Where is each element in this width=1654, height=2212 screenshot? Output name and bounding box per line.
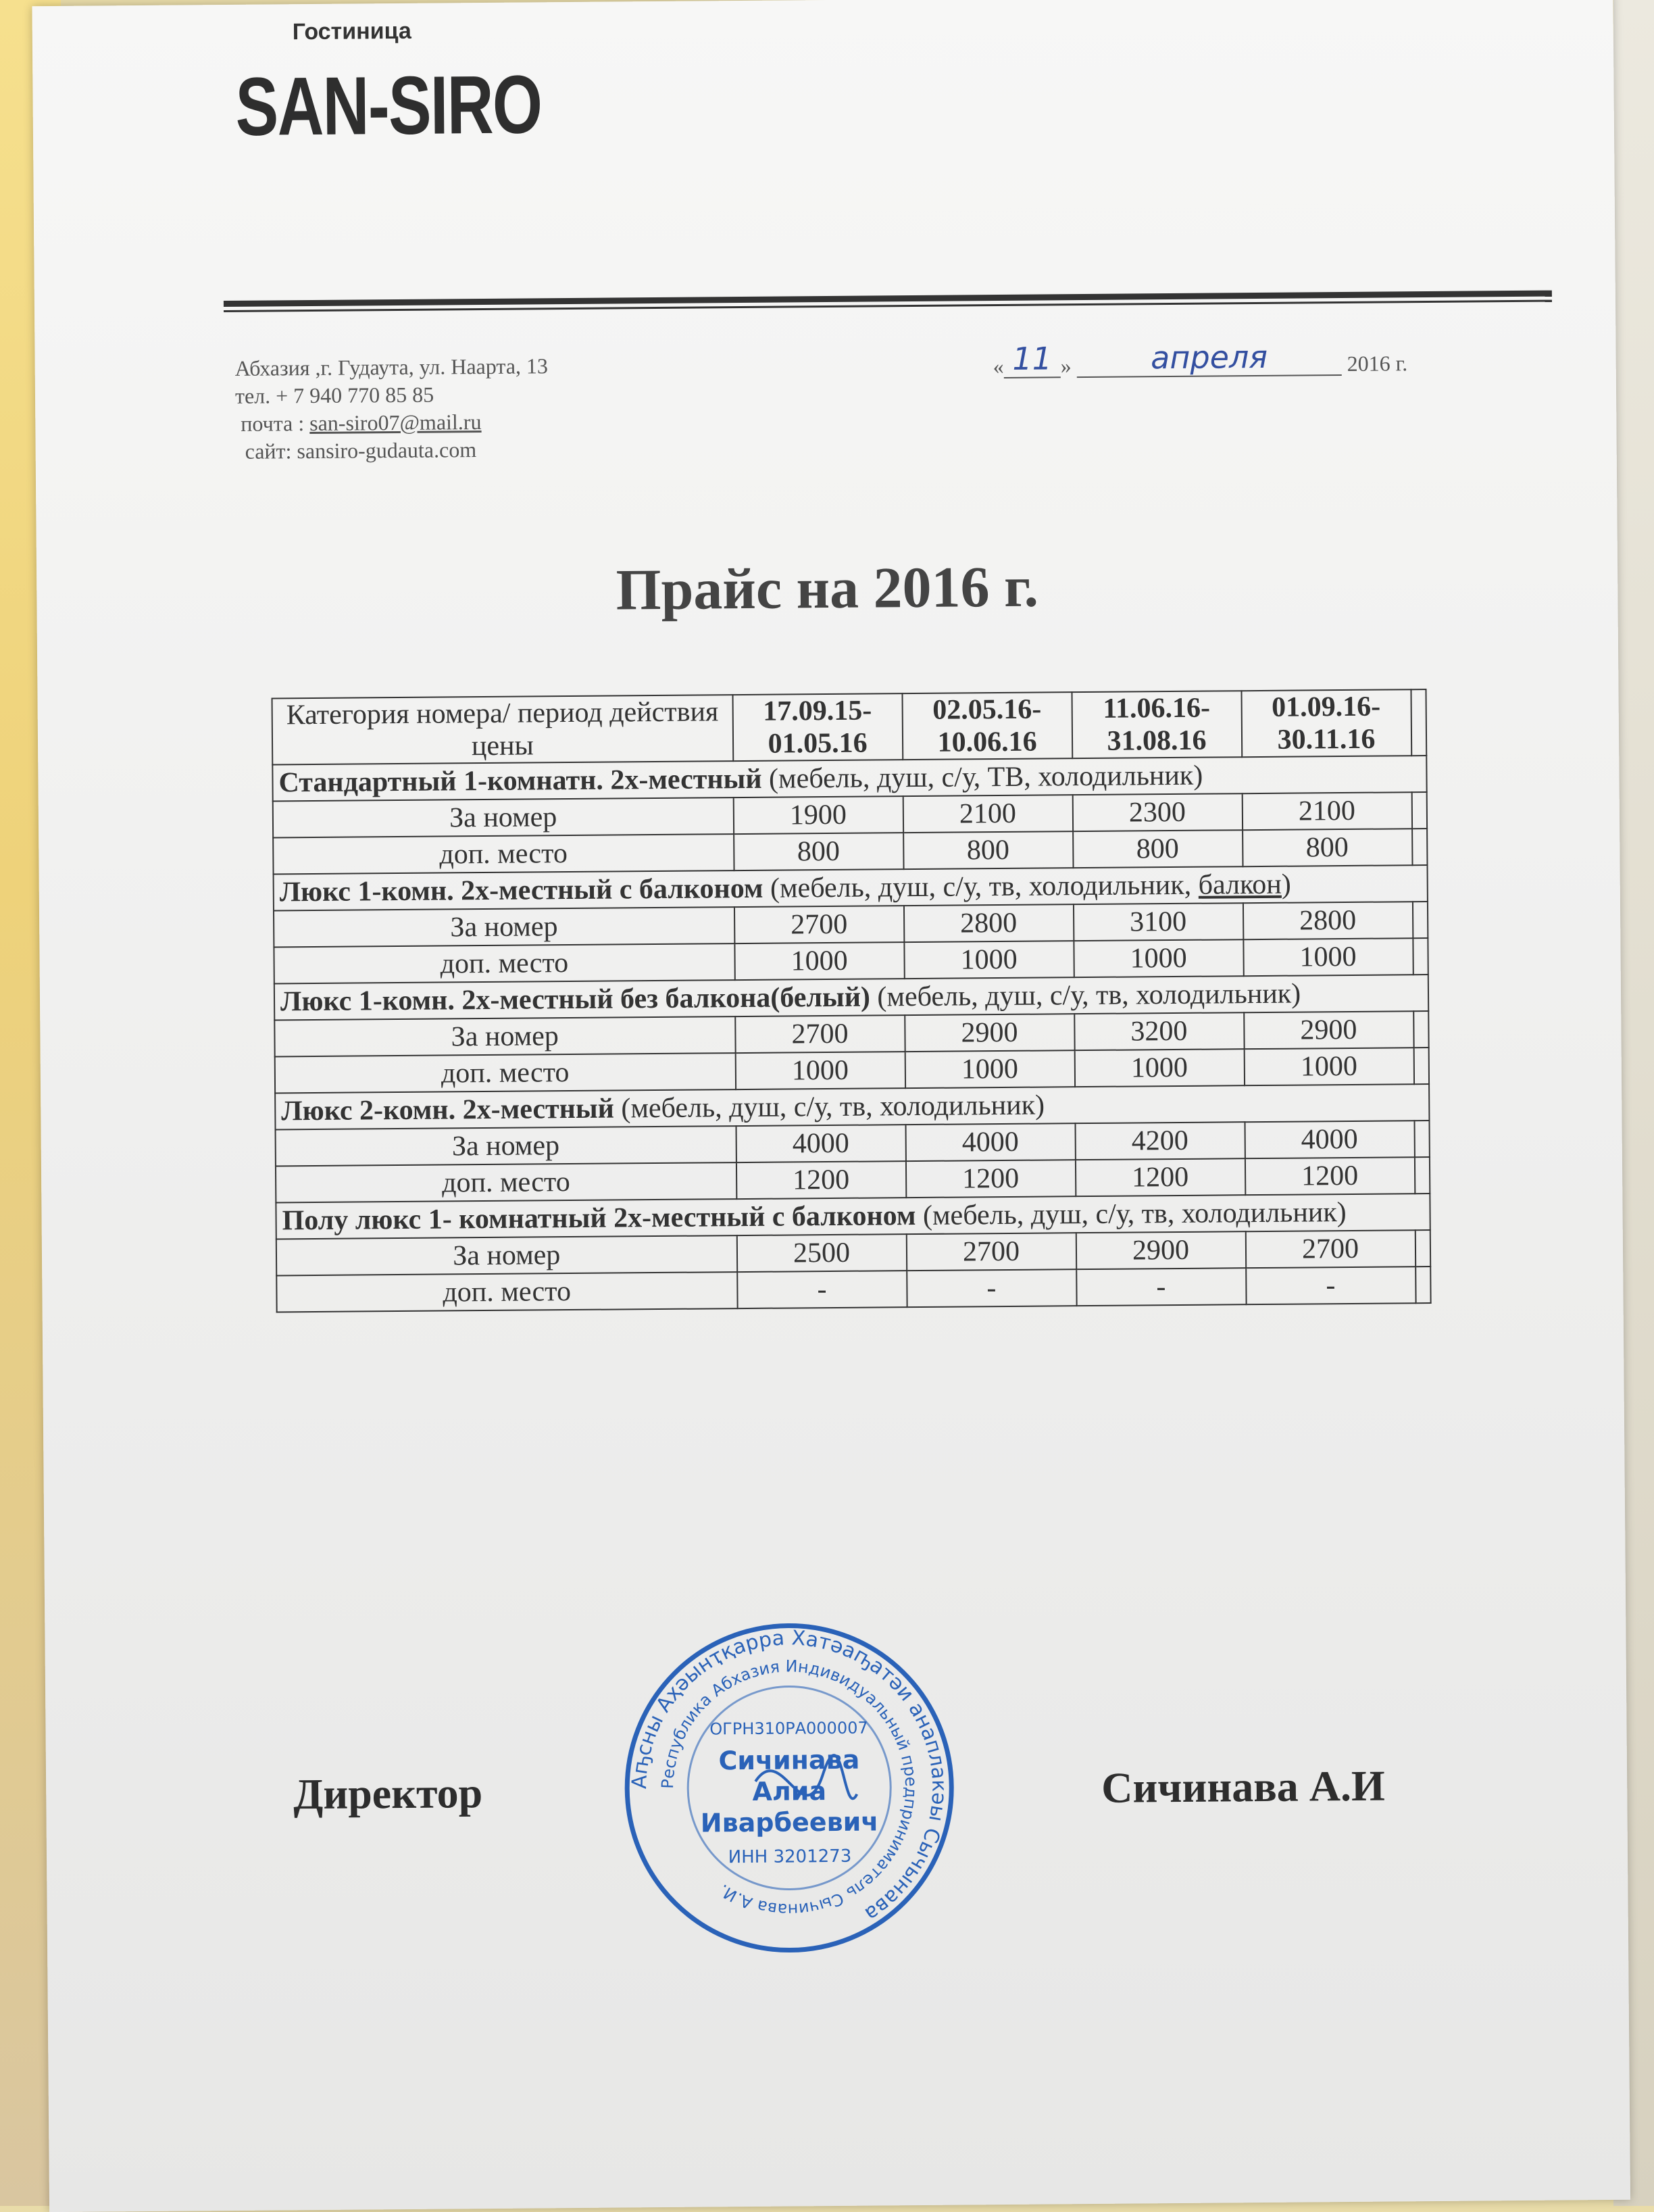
email-label: почта : — [241, 411, 305, 436]
category-amenities-end: ) — [1281, 868, 1291, 900]
hotel-logo: SAN-SIRO — [235, 58, 542, 153]
price-cell: 4000 — [1245, 1121, 1414, 1158]
page-title: Прайс на 2016 г. — [616, 554, 1039, 622]
date-year: 2016 г. — [1347, 351, 1408, 376]
header-category-period: Категория номера/ период действия цены — [272, 695, 733, 764]
header-period-2: 02.05.16-10.06.16 — [902, 692, 1072, 760]
row-gap-cell — [1414, 1121, 1430, 1157]
row-gap-cell — [1413, 938, 1428, 975]
row-label: доп. место — [276, 1272, 737, 1312]
price-cell: 1000 — [1244, 1048, 1413, 1085]
stamp-inner-ring-path: Республика Абхазия Индивидуальный предприниматель Сычинава А.И. — [658, 1656, 921, 1919]
header-period-3: 11.06.16-31.08.16 — [1072, 691, 1242, 758]
category-name: Люкс 1-комн. 2х-местный без балкона(белый) — [280, 981, 871, 1018]
row-gap-cell — [1413, 1048, 1429, 1084]
price-cell: 1200 — [736, 1161, 906, 1199]
row-label: За номер — [276, 1235, 737, 1275]
price-cell: 1000 — [735, 1052, 905, 1089]
price-cell: - — [1246, 1267, 1415, 1304]
price-cell: 800 — [903, 831, 1073, 869]
signature-position: Директор — [293, 1769, 483, 1819]
row-label: доп. место — [276, 1162, 736, 1202]
row-gap-cell — [1415, 1230, 1430, 1267]
price-table — [272, 689, 1432, 1312]
stamp-inn: ИНН 3201273 — [728, 1846, 852, 1868]
email-link[interactable]: san-siro07@mail.ru — [309, 410, 482, 436]
company-stamp — [619, 1618, 959, 1959]
price-cell: 4000 — [905, 1123, 1075, 1161]
stamp-ogrn: ОГРН310РА000007 — [709, 1718, 868, 1739]
contact-block — [235, 352, 549, 466]
stamp-outer-ring-path: Аҧсны Аҳәынҭқарра Хатәаҧатәи анаплакәы Сычынава — [627, 1626, 951, 1926]
phone: тел. + 7 940 770 85 85 — [234, 382, 434, 408]
row-label: доп. место — [274, 943, 734, 983]
price-cell: 4200 — [1075, 1122, 1245, 1160]
date-close-quote: » — [1060, 353, 1072, 378]
row-label: За номер — [276, 1126, 736, 1166]
row-gap-cell — [1412, 829, 1428, 865]
date-open-quote: « — [993, 353, 1004, 379]
hotel-label: Гостиница — [292, 18, 411, 45]
signature-name: Сичинава А.И — [1101, 1761, 1385, 1812]
category-amenities: (мебель, душ, с/у, тв, холодильник) — [922, 1197, 1347, 1231]
category-amenities: (мебель, душ, с/у, ТВ, холодильник) — [768, 760, 1203, 795]
category-amenities: (мебель, душ, с/у, тв, холодильник) — [877, 978, 1301, 1013]
row-label: доп. место — [273, 834, 734, 874]
header-period-1: 17.09.15-01.05.16 — [732, 693, 903, 761]
price-cell: 2700 — [734, 906, 904, 943]
price-cell: 1200 — [1075, 1158, 1245, 1196]
stamp-center-line-2: Алиа — [752, 1776, 827, 1807]
row-gap-cell — [1415, 1267, 1431, 1303]
price-list-sheet — [32, 0, 1630, 2212]
category-amenities-underlined: балкон — [1198, 868, 1282, 901]
price-cell: 1000 — [904, 941, 1074, 979]
price-cell: 2500 — [736, 1234, 906, 1272]
price-cell: 2900 — [1076, 1231, 1245, 1269]
price-cell: 2100 — [903, 795, 1072, 833]
price-cell: - — [1076, 1268, 1246, 1306]
price-cell: 1000 — [1074, 939, 1243, 977]
price-cell: 2700 — [1245, 1230, 1415, 1268]
price-cell: 3100 — [1073, 903, 1243, 941]
price-cell: 2900 — [905, 1014, 1074, 1052]
price-cell: 1000 — [1243, 938, 1413, 976]
price-cell: 2900 — [1244, 1011, 1413, 1049]
row-label: За номер — [274, 1016, 735, 1056]
price-cell: - — [907, 1269, 1076, 1307]
website: сайт: sansiro-gudauta.com — [245, 437, 477, 464]
row-gap-cell — [1412, 902, 1428, 938]
category-name: Полу люкс 1- комнатный 2х-местный с балконом — [282, 1200, 916, 1237]
price-cell: 4000 — [736, 1125, 905, 1162]
row-label: За номер — [274, 907, 734, 947]
row-gap-cell — [1411, 792, 1427, 829]
header-period-4: 01.09.16-30.11.16 — [1241, 689, 1411, 757]
date-month-handwritten: апреля — [1076, 338, 1341, 378]
price-cell: 2300 — [1072, 793, 1242, 831]
price-cell: 800 — [1073, 830, 1243, 868]
category-name: Люкс 2-комн. 2х-местный — [281, 1093, 615, 1127]
category-amenities: (мебель, душ, с/у, тв, холодильник) — [621, 1089, 1045, 1125]
header-gap-cell — [1411, 689, 1426, 756]
price-cell: 2700 — [906, 1233, 1076, 1271]
stamp-center-line-3: Иварбеевич — [700, 1807, 879, 1838]
category-amenities: (мебель, душ, с/у, тв, холодильник, — [770, 869, 1192, 904]
price-cell: 3200 — [1074, 1012, 1244, 1050]
price-cell: 1000 — [734, 942, 904, 980]
price-cell: 2800 — [904, 904, 1074, 942]
price-cell: 1000 — [905, 1050, 1074, 1088]
price-cell: 800 — [734, 833, 903, 870]
price-cell: 2700 — [735, 1015, 905, 1053]
row-label: За номер — [273, 797, 734, 837]
price-cell: 1000 — [1074, 1049, 1244, 1087]
price-cell: 800 — [1243, 829, 1412, 866]
row-gap-cell — [1413, 1011, 1429, 1048]
document-date — [993, 338, 1408, 383]
address: Абхазия ,г. Гудаута, ул. Наарта, 13 — [234, 353, 549, 380]
price-cell: 1200 — [905, 1160, 1075, 1198]
row-gap-cell — [1414, 1157, 1430, 1194]
stamp-center-line-1: Сичинава — [718, 1744, 860, 1776]
date-day-handwritten: 11 — [1003, 340, 1060, 378]
email-line — [235, 408, 549, 438]
category-name: Люкс 1-комн. 2х-местный с балконом — [279, 872, 763, 908]
price-cell: 2800 — [1243, 902, 1412, 939]
price-cell: - — [737, 1271, 907, 1308]
category-name: Стандартный 1-комнатн. 2х-местный — [278, 763, 762, 799]
price-cell: 1200 — [1245, 1157, 1414, 1195]
row-label: доп. место — [275, 1053, 736, 1093]
price-cell: 2100 — [1242, 792, 1411, 830]
table-header-row — [272, 689, 1427, 764]
price-cell: 1900 — [733, 796, 903, 834]
